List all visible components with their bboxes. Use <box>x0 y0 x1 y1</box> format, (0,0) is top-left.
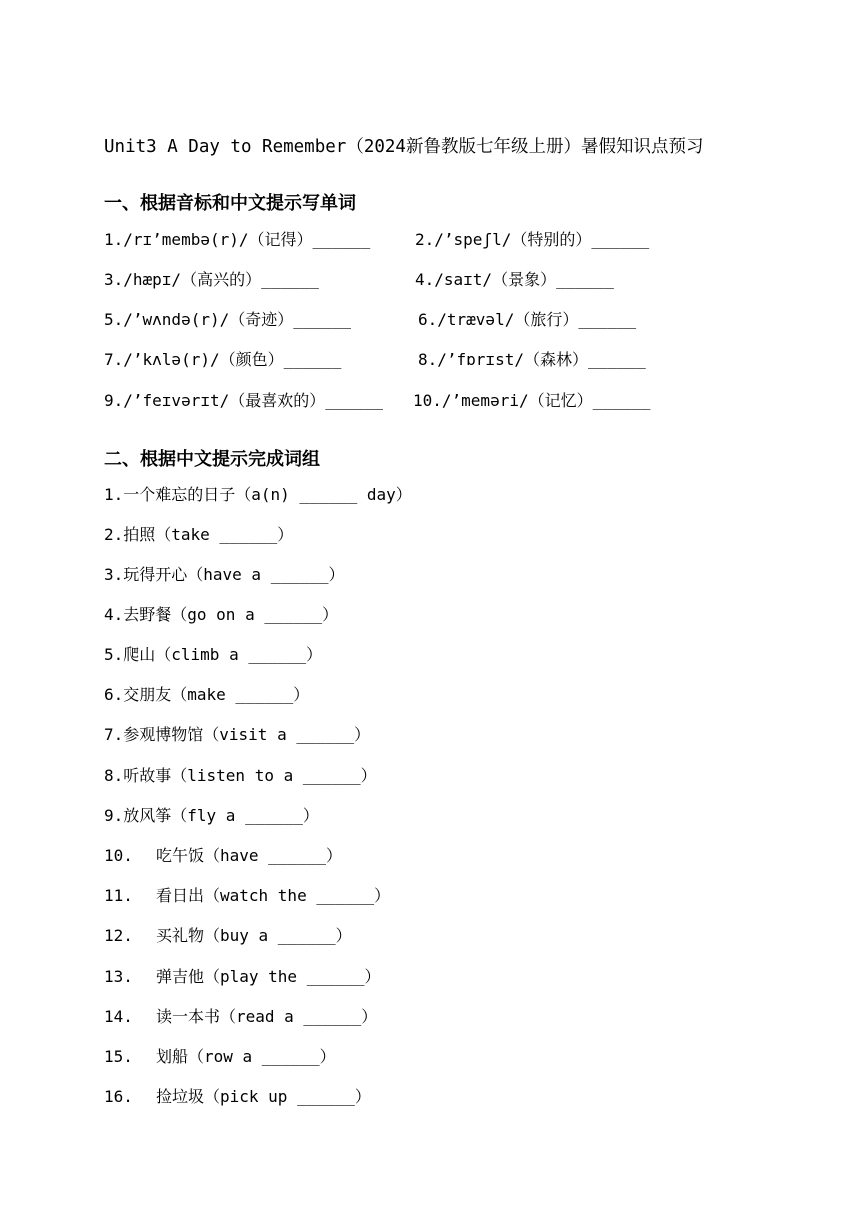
section2-item <box>104 1086 371 1108</box>
section2-item <box>104 484 412 506</box>
item-text: 听故事（listen to a ______） <box>123 766 377 785</box>
section2-item <box>104 604 338 626</box>
item-number: 9. <box>104 806 124 825</box>
item-text: 读一本书（read a ______） <box>156 1007 378 1026</box>
section1-item-4: 4./saɪt/（景象）______ <box>415 270 614 289</box>
section2-item <box>104 925 352 947</box>
section2-item <box>104 1006 377 1028</box>
item-number: 5. <box>104 645 124 664</box>
item-text: 吃午饭（have ______） <box>156 846 342 865</box>
item-number: 3. <box>104 565 124 584</box>
item-text: 看日出（watch the ______） <box>156 886 391 905</box>
item-number: 14. <box>104 1007 133 1026</box>
section2-item <box>104 724 370 746</box>
item-text: 爬山（climb a ______） <box>123 645 323 664</box>
section1-item-10: 10./’meməri/（记忆）______ <box>413 391 651 410</box>
item-number: 12. <box>104 926 133 945</box>
section1-item-1: 1./rɪ’membə(r)/（记得）______ <box>104 230 371 249</box>
document-title: Unit3 A Day to Remember（2024新鲁教版七年级上册）暑假知识点预习 <box>104 137 704 157</box>
item-text: 买礼物（buy a ______） <box>156 926 352 945</box>
item-text: 划船（row a ______） <box>156 1047 336 1066</box>
section2-item <box>104 1046 336 1068</box>
section1-item-9: 9./’feɪvərɪt/（最喜欢的）______ <box>104 391 384 410</box>
item-text: 弹吉他（play the ______） <box>156 967 381 986</box>
item-text: 拍照（take ______） <box>123 525 294 544</box>
item-text: 交朋友（make ______） <box>123 685 310 704</box>
item-number: 1. <box>104 485 124 504</box>
section1-heading: 一、根据音标和中文提示写单词 <box>104 193 356 214</box>
section2-item <box>104 524 293 546</box>
section2-item <box>104 644 322 666</box>
section2-item <box>104 966 381 988</box>
item-number: 7. <box>104 725 124 744</box>
item-number: 8. <box>104 766 124 785</box>
item-text: 捡垃圾（pick up ______） <box>156 1087 371 1106</box>
item-number: 11. <box>104 886 133 905</box>
section2-item <box>104 684 309 706</box>
section1-item-8: 8./’fɒrɪst/（森林）______ <box>418 350 646 369</box>
section2-heading: 二、根据中文提示完成词组 <box>104 449 320 470</box>
section1-item-5: 5./’wʌndə(r)/（奇迹）______ <box>104 310 352 329</box>
item-text: 放风筝（fly a ______） <box>123 806 319 825</box>
item-text: 参观博物馆（visit a ______） <box>123 725 371 744</box>
item-number: 15. <box>104 1047 133 1066</box>
item-number: 2. <box>104 525 124 544</box>
item-number: 4. <box>104 605 124 624</box>
item-text: 去野餐（go on a ______） <box>123 605 339 624</box>
item-number: 10. <box>104 846 133 865</box>
item-number: 13. <box>104 967 133 986</box>
item-number: 6. <box>104 685 124 704</box>
section2-item <box>104 845 342 867</box>
item-number: 16. <box>104 1087 133 1106</box>
section1-item-6: 6./trævəl/（旅行）______ <box>418 310 637 329</box>
item-text: 玩得开心（have a ______） <box>123 565 345 584</box>
item-text: 一个难忘的日子（a(n) ______ day） <box>123 485 412 504</box>
section1-item-3: 3./hæpɪ/（高兴的）______ <box>104 270 319 289</box>
section1-item-7: 7./’kʌlə(r)/（颜色）______ <box>104 350 342 369</box>
section2-item <box>104 805 319 827</box>
section2-item <box>104 765 377 787</box>
section2-item <box>104 885 390 907</box>
section2-item <box>104 564 345 586</box>
section1-item-2: 2./’speʃl/（特别的）______ <box>415 230 650 249</box>
